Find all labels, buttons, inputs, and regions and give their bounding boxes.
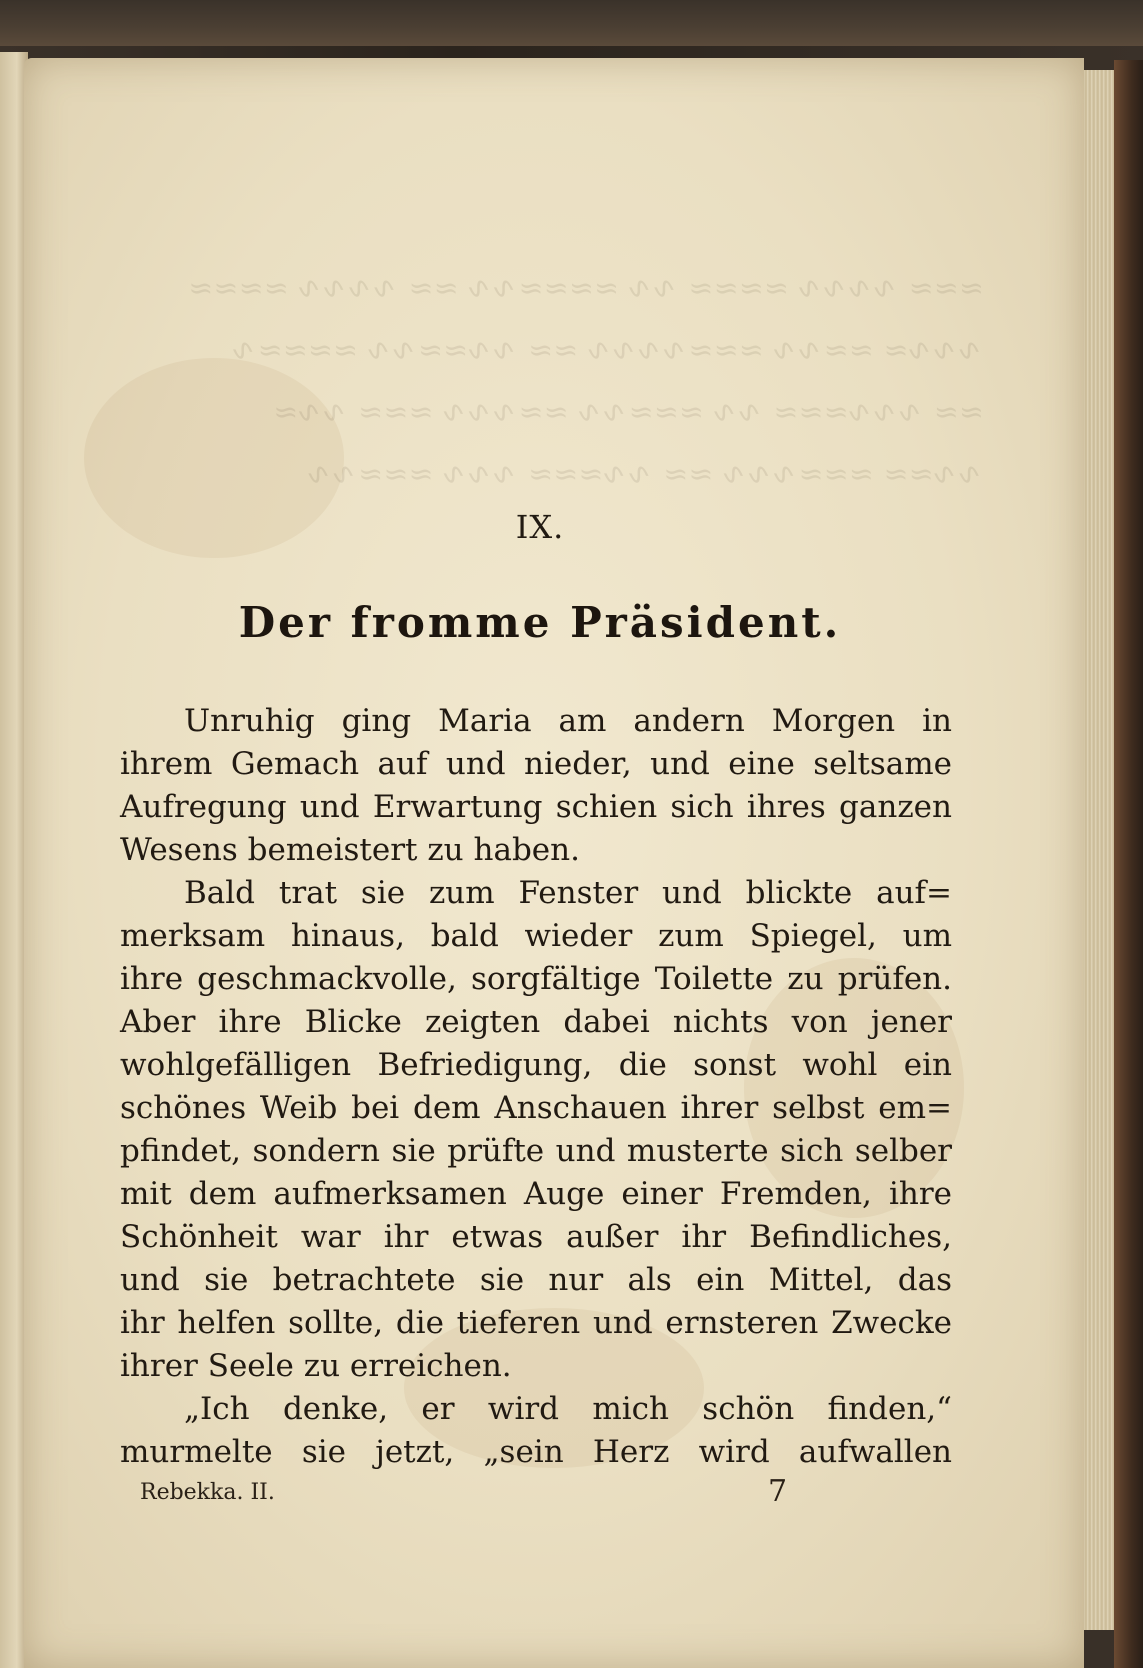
book-cover-top xyxy=(0,0,1143,46)
text-line: „Ich denke, er wird mich schön finden,“ xyxy=(184,1391,952,1427)
text-line: schönes Weib bei dem Anschauen ihrer selbst em= xyxy=(120,1090,952,1126)
text-line: und sie betrachtete sie nur als ein Mittel, das xyxy=(120,1262,952,1298)
text-line: Aufregung und Erwartung schien sich ihres ganzen xyxy=(120,789,952,825)
text-line: Bald trat sie zum Fenster und blickte auf= xyxy=(184,875,952,911)
bleed-through-texture: ≈≈≈ ∿∿∿∿ ≈≈≈≈ ∿∿ ≈≈≈≈∿∿ ≈≈ ∿∿∿∿ ≈≈≈≈ ∿∿∿≈ ≈≈∿∿ ≈≈≈∿∿∿∿ ≈≈ ∿∿≈≈∿∿ ≈≈≈≈∿ ≈≈ ∿∿∿≈≈≈ ∿∿ ≈≈≈∿∿ ≈≈∿∿∿ ≈≈≈ ∿∿≈ ∿∿≈≈ ≈≈≈∿∿∿ ≈≈ ∿∿≈≈≈ ∿∿∿ ≈≈≈∿∿ xyxy=(188,271,984,492)
text-line: ihrem Gemach auf und nieder, und eine seltsame xyxy=(120,746,952,782)
text-line: merksam hinaus, bald wieder zum Spiegel, um xyxy=(120,918,952,954)
text-line: Aber ihre Blicke zeigten dabei nichts von jener xyxy=(120,1004,952,1040)
text-line: ihrer Seele zu erreichen. xyxy=(120,1348,512,1384)
text-line: pfindet, sondern sie prüfte und musterte sich selber xyxy=(120,1133,952,1169)
text-line: wohlgefälligen Befriedigung, die sonst wohl ein xyxy=(120,1047,952,1083)
text-line: Schönheit war ihr etwas außer ihr Befindliches, xyxy=(120,1219,952,1255)
page-number: 7 xyxy=(768,1474,788,1509)
book-cover-right xyxy=(1114,60,1143,1668)
text-line: Wesens bemeistert zu haben. xyxy=(120,832,580,868)
body-text xyxy=(120,700,952,1474)
text-line: ihre geschmackvolle, sorgfältige Toilette zu prüfen. xyxy=(120,961,952,997)
chapter-title: Der fromme Präsident. xyxy=(238,598,842,647)
text-line: mit dem aufmerksamen Auge einer Fremden, ihre xyxy=(120,1176,952,1212)
page-fore-edge xyxy=(1084,70,1114,1630)
chapter-number: IX. xyxy=(515,508,565,546)
text-line: murmelte sie jetzt, „sein Herz wird aufwallen xyxy=(120,1434,952,1470)
text-line: ihr helfen sollte, die tieferen und ernsteren Zwecke xyxy=(120,1305,952,1341)
printer-signature: Rebekka. II. xyxy=(140,1480,275,1505)
text-line: Unruhig ging Maria am andern Morgen in xyxy=(184,703,952,739)
